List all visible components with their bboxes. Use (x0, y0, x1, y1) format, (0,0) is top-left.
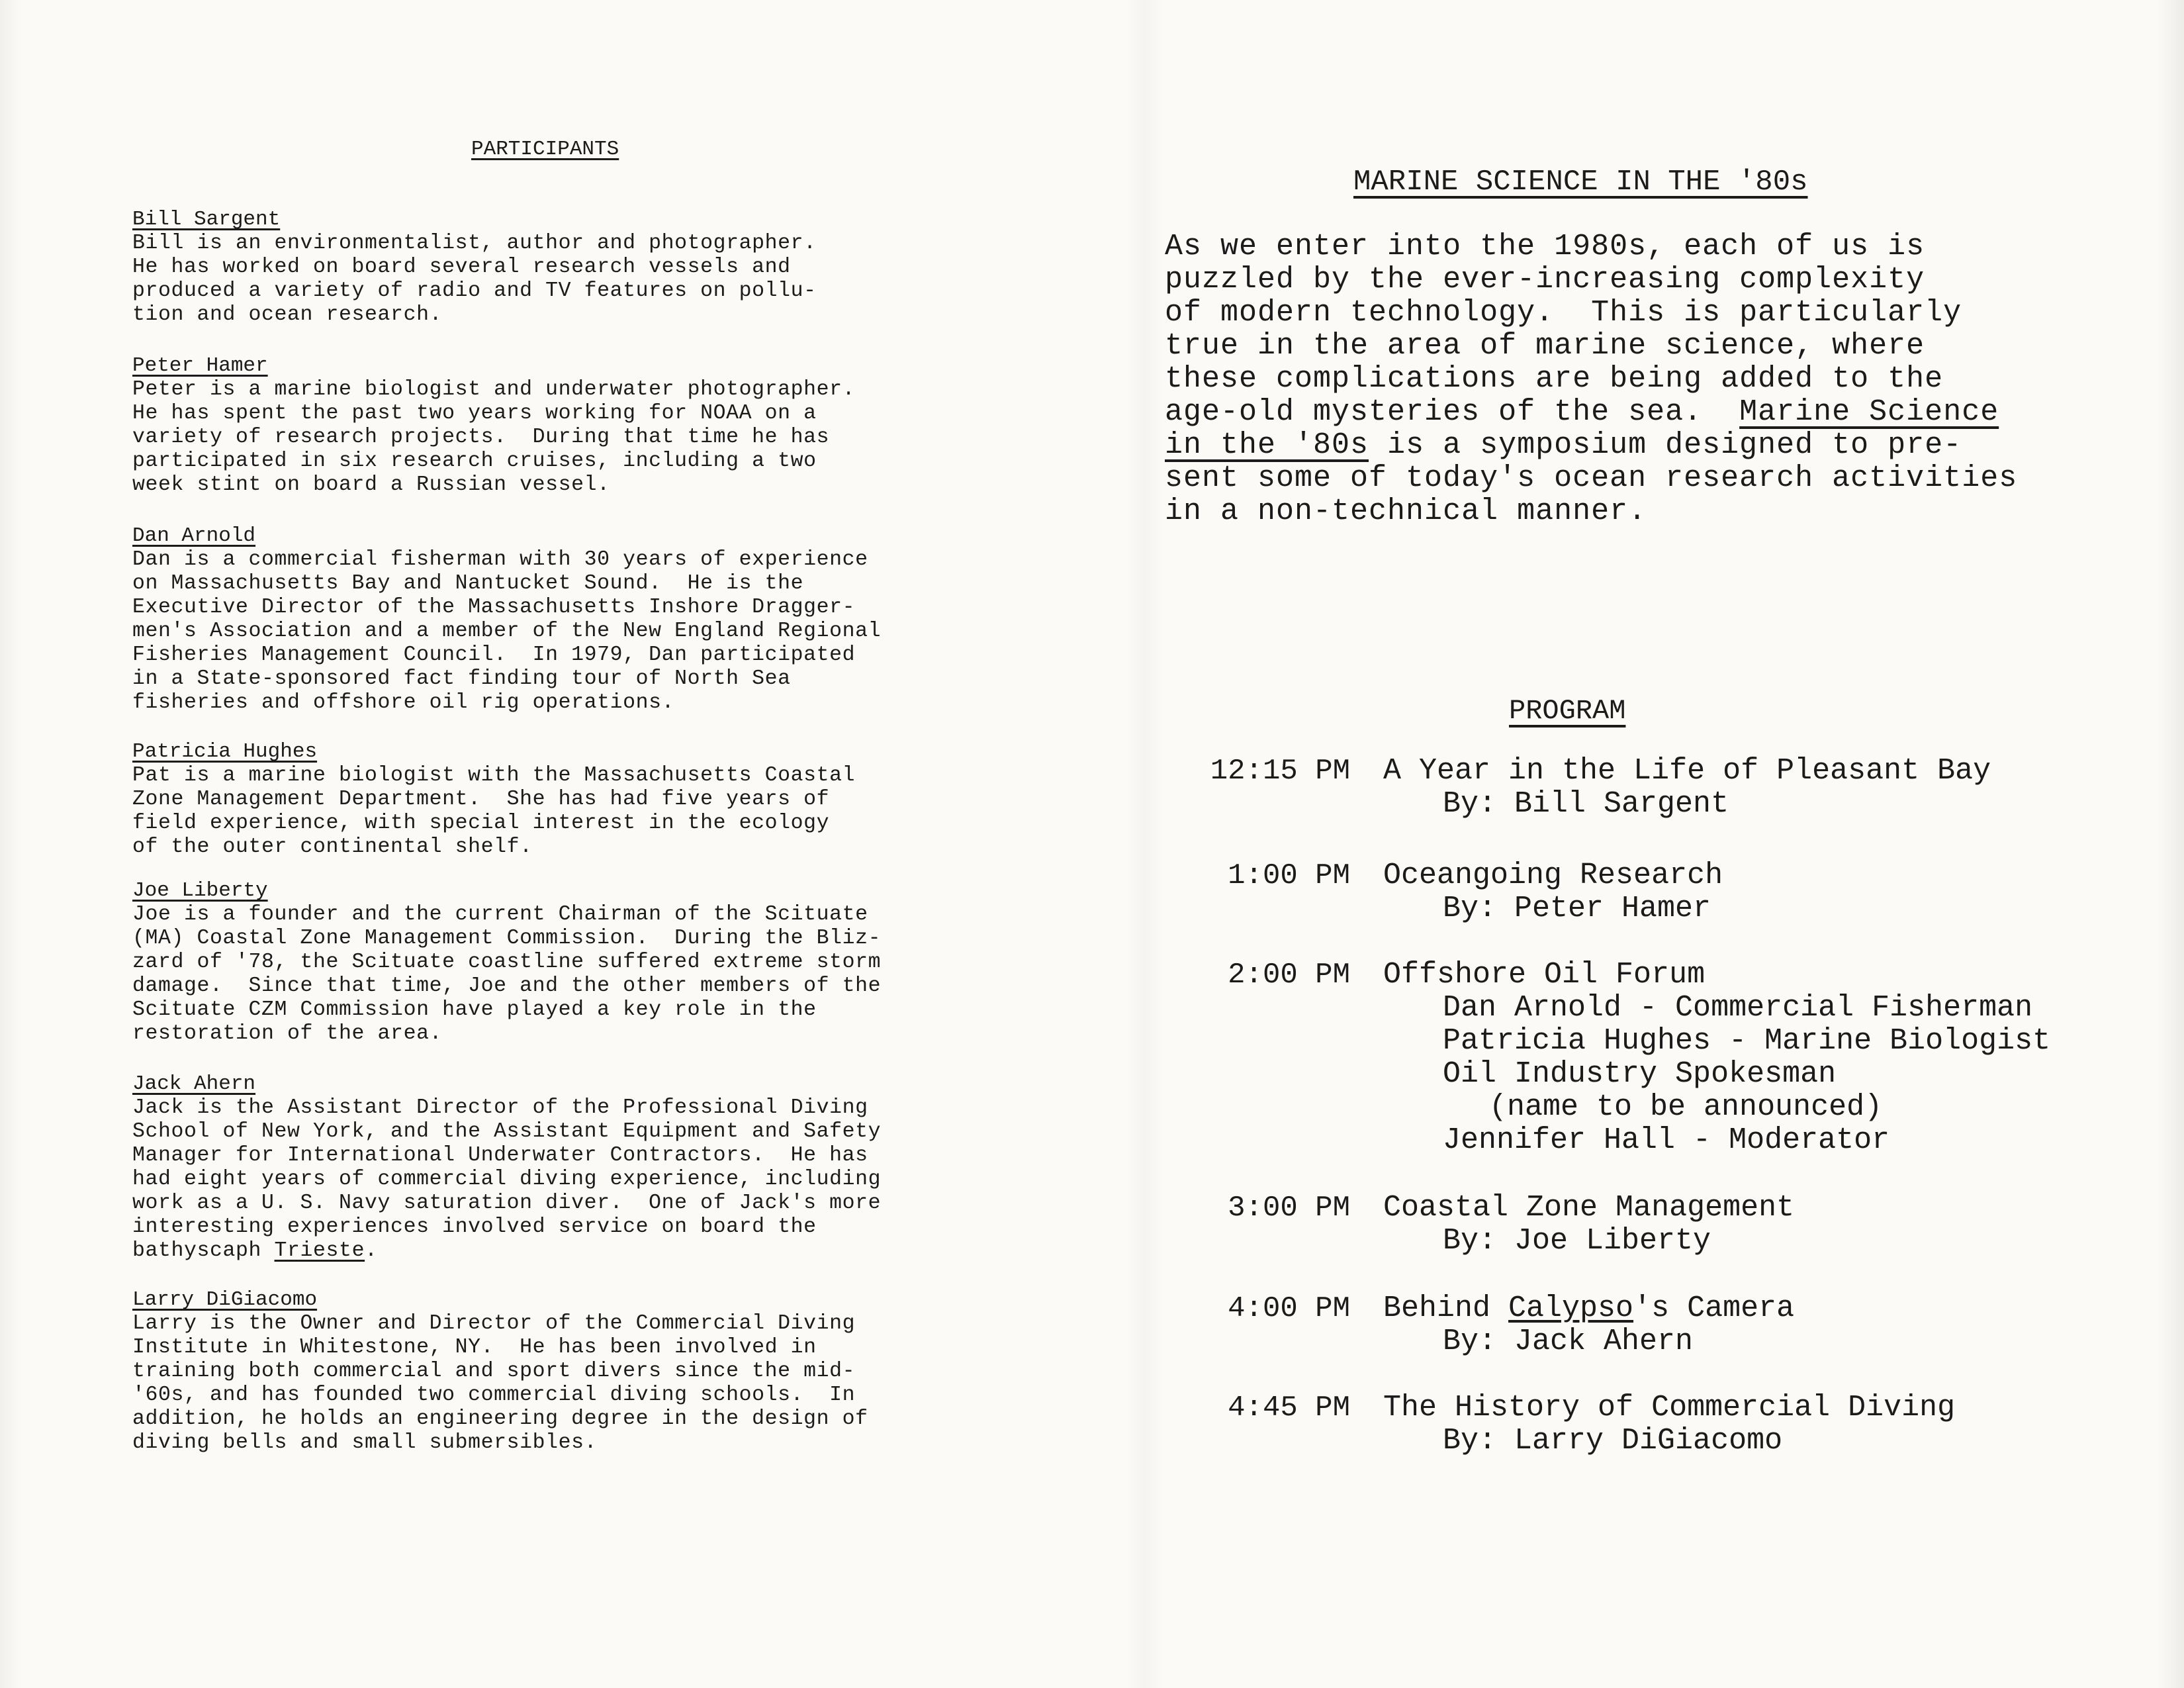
session-speaker: By: Joe Liberty (1443, 1224, 1711, 1258)
bio-name: Patricia Hughes (132, 740, 318, 763)
session-time: 4:00 PM (1228, 1292, 1350, 1325)
session-title: Offshore Oil Forum (1383, 958, 1706, 992)
panelist-note: (name to be announced) (1489, 1090, 1883, 1124)
bio-text: Bill is an environmentalist, author and photographer. He has worked on board several research vessels and produced a variety of radio and TV features on pollu- tion and ocean research. (132, 232, 817, 326)
session-title: Coastal Zone Management (1383, 1191, 1795, 1225)
bio-name: Dan Arnold (132, 524, 256, 547)
session-time: 2:00 PM (1228, 959, 1350, 992)
session-speaker: By: Bill Sargent (1443, 787, 1729, 821)
session-time: 12:15 PM (1210, 755, 1350, 788)
session-speaker: By: Larry DiGiacomo (1443, 1424, 1783, 1458)
bio-text: Pat is a marine biologist with the Massachusetts Coastal Zone Management Department. She has had five years of field experience, with special interest in the ecology of the outer continental shelf. (132, 764, 856, 859)
bio-text: Joe is a founder and the current Chairman of the Scituate (MA) Coastal Zone Management Commission. During the Bliz- zard of '78, the Scituate coastline suffered extreme storm damage. Since that time, Joe and the other members of the Scituate CZM Commission have played a key role in the restoration of the area. (132, 903, 882, 1045)
panelist: Oil Industry Spokesman (1443, 1057, 1837, 1091)
inline-symposium-title-end: in the '80s (1165, 428, 1369, 462)
session-speaker: By: Peter Hamer (1443, 892, 1711, 925)
ship-name-trieste: Trieste (274, 1239, 365, 1262)
session-time: 3:00 PM (1228, 1192, 1350, 1225)
symposium-title: MARINE SCIENCE IN THE '80s (1353, 165, 1808, 199)
bio-dan-arnold (132, 524, 881, 715)
participants-heading: PARTICIPANTS (471, 138, 619, 161)
session-title: Oceangoing Research (1383, 859, 1723, 892)
bio-text: Peter is a marine biologist and underwater photographer. He has spent the past two years working for NOAA on a variety of research projects. During that time he has participated in six research cruises, including a two week stint on board a Russian vessel. (132, 378, 856, 496)
bio-name: Jack Ahern (132, 1072, 256, 1096)
session-title: The History of Commercial Diving (1383, 1391, 1956, 1425)
bio-peter-hamer (132, 354, 855, 497)
bio-name: Joe Liberty (132, 879, 268, 902)
bio-text: Jack is the Assistant Director of the Professional Diving School of New York, and the Assistant Equipment and Safety Manager for International Underwater Contractors. He has had eight years of commercial diving experience, including work as a U. S. Navy saturation diver. One of Jack's more interesting experiences involved service on board the bathyscaph Trieste. (132, 1096, 882, 1262)
bio-bill-sargent (132, 208, 817, 327)
bio-jack-ahern (132, 1072, 881, 1263)
session-title: Behind Calypso's Camera (1383, 1291, 1795, 1325)
bio-larry-digiacomo (132, 1288, 868, 1455)
program-heading: PROGRAM (1509, 695, 1626, 727)
session-speaker: By: Jack Ahern (1443, 1325, 1694, 1358)
page-fold (1125, 0, 1165, 1688)
paper-edge-left (0, 0, 20, 1688)
session-title: A Year in the Life of Pleasant Bay (1383, 754, 1991, 788)
panelist: Dan Arnold - Commercial Fisherman (1443, 991, 2033, 1025)
bio-name: Peter Hamer (132, 354, 268, 377)
bio-name: Larry DiGiacomo (132, 1288, 318, 1311)
intro-paragraph: As we enter into the 1980s, each of us is puzzled by the ever-increasing complexity of modern technology. This is particularly true in the area of marine science, where these complications are being added to the age-old mysteries of the sea. Marine Science in the '80s is a symposium designed to pre- sent some of today's ocean research activities in a non-technical manner. (1165, 230, 2018, 528)
bio-patricia-hughes (132, 740, 855, 859)
ship-name-calypso: Calypso (1508, 1291, 1634, 1325)
bio-name: Bill Sargent (132, 208, 281, 231)
moderator: Jennifer Hall - Moderator (1443, 1123, 1890, 1157)
bio-joe-liberty (132, 879, 881, 1046)
panelist: Patricia Hughes - Marine Biologist (1443, 1024, 2051, 1058)
session-time: 1:00 PM (1228, 859, 1350, 892)
paper-edge-right (2158, 0, 2184, 1688)
inline-symposium-title: Marine Science (1739, 395, 1999, 429)
session-time: 4:45 PM (1228, 1391, 1350, 1425)
bio-text: Dan is a commercial fisherman with 30 years of experience on Massachusetts Bay and Nantucket Sound. He is the Executive Director of the Massachusetts Inshore Dragger- men's Association and a member of the New England Regional Fisheries Management Council. In 1979, Dan participated in a State-sponsored fact finding tour of North Sea fisheries and offshore oil rig operations. (132, 548, 882, 714)
bio-text: Larry is the Owner and Director of the Commercial Diving Institute in Whitestone, NY. He has been involved in training both commercial and sport divers since the mid- '60s, and has founded two commercial diving schools. In addition, he holds an engineering degree in the design of diving bells and small submersibles. (132, 1312, 868, 1454)
